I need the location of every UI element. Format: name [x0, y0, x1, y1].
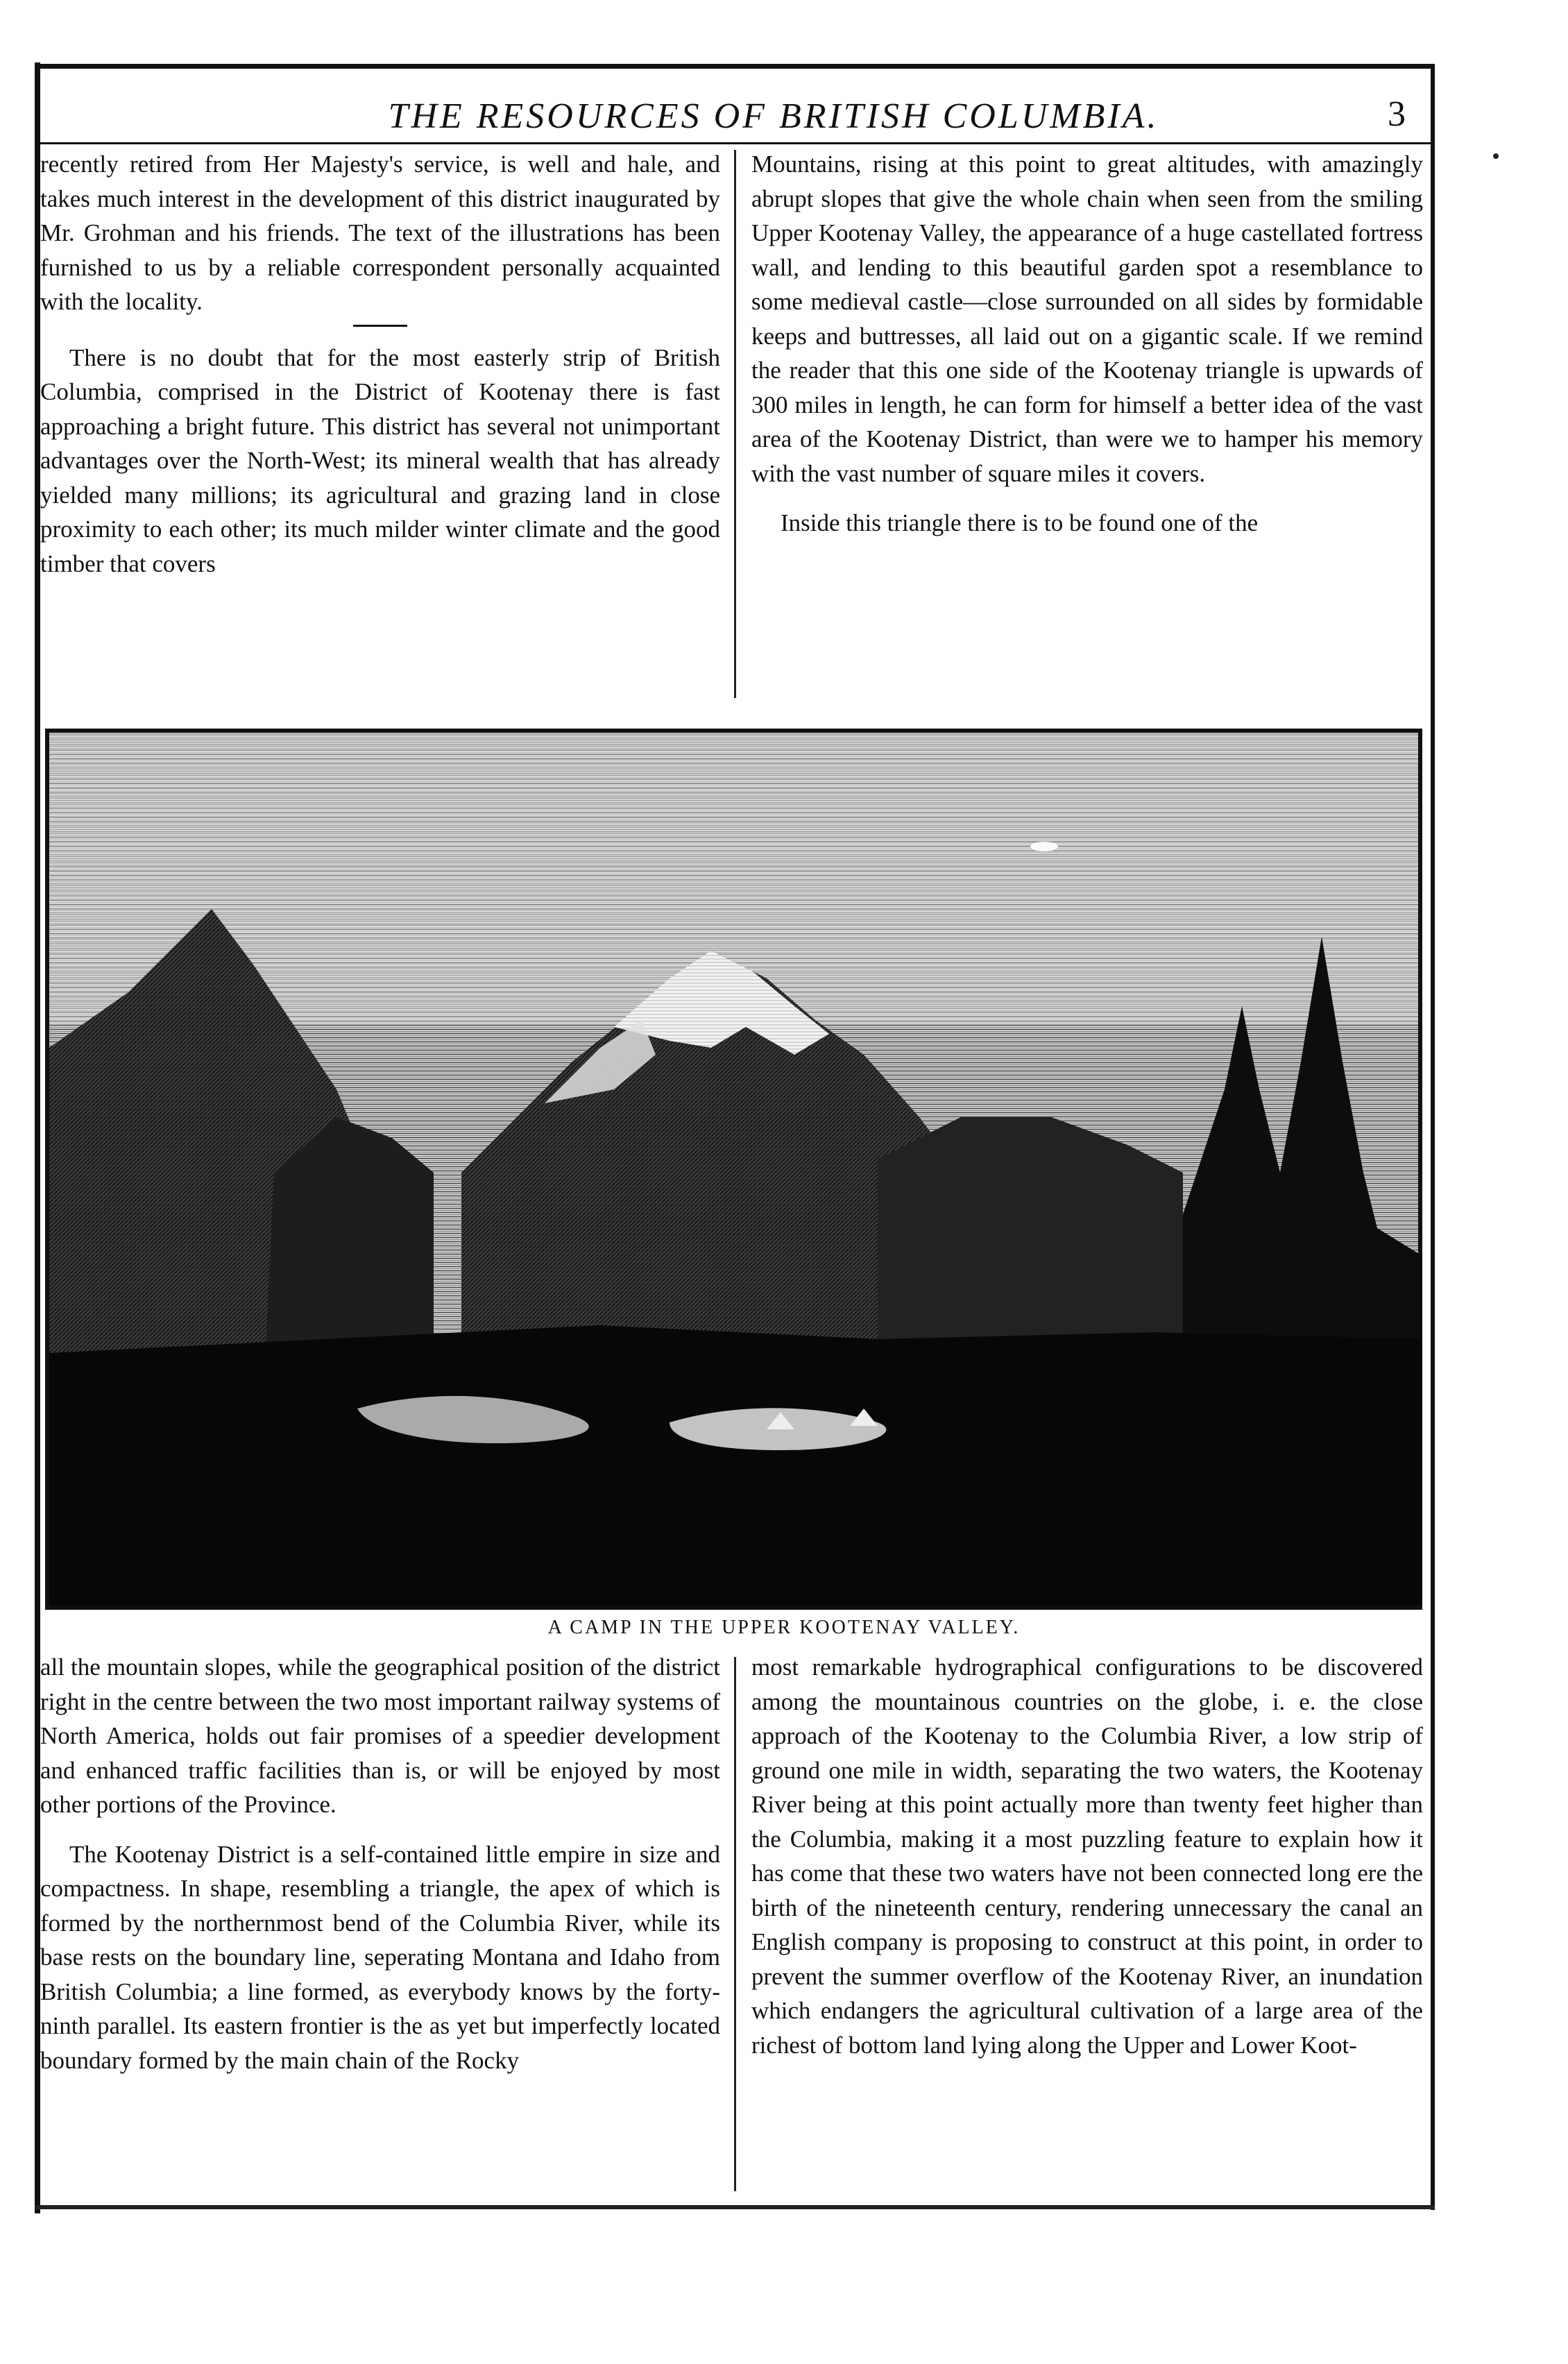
page-number: 3	[1388, 94, 1406, 134]
illustration-caption: A CAMP IN THE UPPER KOOTENAY VALLEY.	[547, 1617, 1021, 1638]
page-frame-bottom	[35, 2205, 1435, 2209]
paragraph-kootenay-shape: The Kootenay District is a self-contained little empire in size and compactness. In shape, resembling a triangle, the apex of which is formed by the northernmost bend of the Columbia River, while its base rests on the boundary line, seperating Montana and Idaho from British Columbia; a line formed, as everybody knows by the forty-ninth parallel. Its eastern frontier is the as yet but imperfectly located boundary formed by the main chain of the Rocky	[40, 1840, 720, 2074]
paragraph-hydrography: most remarkable hydrographical configurations to be discovered among the mountainous countries on the globe, i. e. the close approach of the Kootenay to the Columbia River, a low strip of ground one mile in width, separating the two waters, the Kootenay River being at this point actually more than twenty feet higher than the Columbia, making it a most puzzling feature to explain how it has come that these two waters have not been connected long ere the birth of the nineteenth century, rendering unnecessary the canal an English company is proposing to construct at this point, in order to prevent the summer overflow of the Kootenay River, an inundation which endangers the agricultural cultivation of a large area of the richest of bottom land lying along the Upper and Lower Koot-	[751, 1653, 1423, 2059]
column-top-right	[751, 147, 1423, 702]
section-rule	[353, 325, 407, 327]
paragraph-rocky-mountains: Mountains, rising at this point to great altitudes, with amazingly abrupt slopes that give the whole chain when seen from the smiling Upper Kootenay Valley, the appearance of a huge castellated fortress wall, and lending to this beautiful garden spot a resemblance to some medieval castle—close surrounded on all sides by formidable keeps and buttresses, all laid out on a gigantic scale. If we remind the reader that this one side of the Kootenay triangle is upwards of 300 miles in length, he can form for himself a better idea of the vast area of the Kootenay District, than were we to hamper his memory with the vast number of square miles it covers.	[751, 151, 1423, 487]
paragraph-kootenay-future: There is no doubt that for the most easterly strip of British Columbia, comprised in the District of Kootenay there is fast approaching a bright future. This district has several not unimportant advantages over the North-West; its mineral wealth that has already yielded many millions; its agricultural and grazing land in close proximity to each other; its much milder winter climate and the good timber that covers	[40, 343, 720, 577]
page-frame-right	[1431, 66, 1435, 2210]
paragraph-triangle-intro: Inside this triangle there is to be found one of the	[781, 509, 1259, 536]
paragraph-intro-close: recently retired from Her Majesty's service, is well and hale, and takes much interest in the development of this district inaugurated by Mr. Grohman and his friends. The text of the illustrations has been furnished to us by a reliable correspondent personally acquainted with the locality.	[40, 151, 720, 315]
column-bottom-right	[751, 1650, 1423, 2205]
running-title: THE RESOURCES OF BRITISH COLUMBIA.	[388, 96, 1159, 136]
column-bottom-left	[40, 1650, 720, 2205]
moon-icon	[1030, 842, 1058, 851]
column-divider-bottom	[734, 1657, 736, 2191]
page-frame-left	[35, 62, 40, 2213]
page-frame-top	[35, 64, 1435, 69]
paragraph-railway-position: all the mountain slopes, while the geographical position of the district right in the centre between the two most important railway systems of North America, holds out fair promises of a speedier development and enhanced traffic facilities than is, or will be enjoyed by most other portions of the Province.	[40, 1653, 720, 1818]
header-rule	[38, 142, 1433, 144]
column-divider-top	[734, 150, 736, 698]
print-speck	[1493, 153, 1499, 159]
mountain-camp-engraving	[45, 729, 1422, 1610]
column-top-left	[40, 147, 720, 702]
